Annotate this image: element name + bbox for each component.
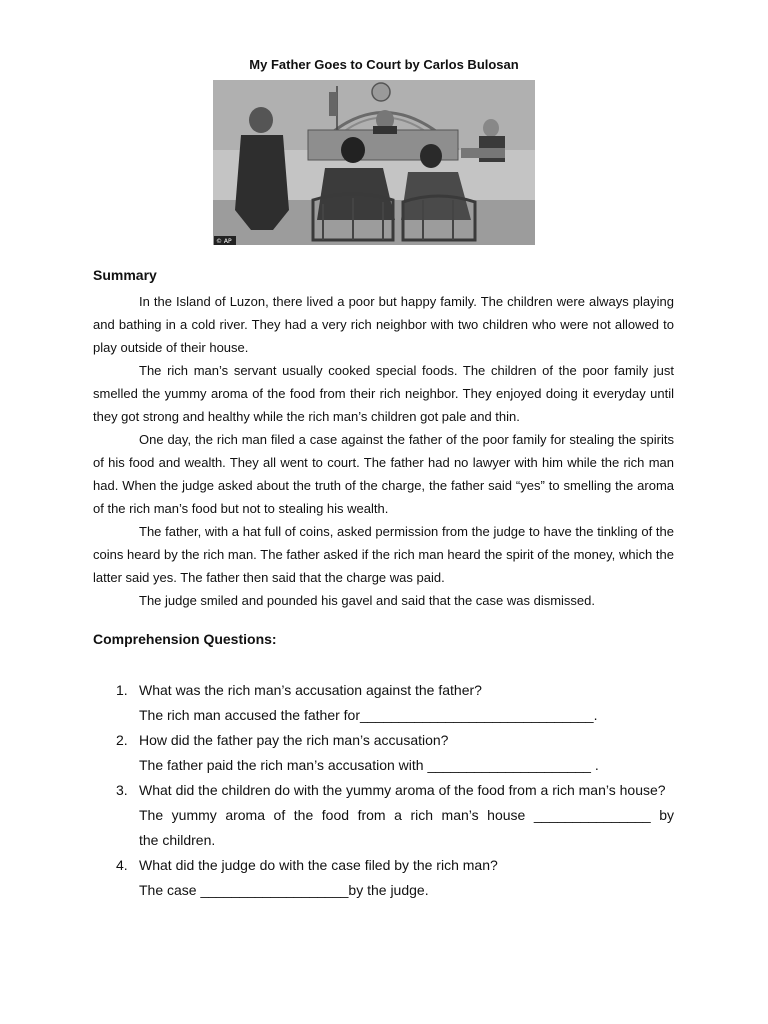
answer-blank[interactable]: The case ___________________by the judge. xyxy=(139,882,429,898)
question-number: 2. xyxy=(116,732,128,748)
question-text: How did the father pay the rich man’s accusation? xyxy=(139,732,449,748)
questions-list xyxy=(93,678,674,903)
courtroom-illustration xyxy=(213,80,535,245)
answer-blank[interactable]: The rich man accused the father for______________________________. xyxy=(139,707,598,723)
question-item xyxy=(93,678,674,728)
question-item xyxy=(93,728,674,778)
question-number: 1. xyxy=(116,682,128,698)
answer-blank[interactable]: The yummy aroma of the food from a rich man’s house _______________ by xyxy=(139,807,674,823)
summary-paragraph: The father, with a hat full of coins, asked permission from the judge to have the tinkling of the coins heard by the rich man. The father asked if the rich man heard the spirit of the money, which the latter said yes. The father then said that the charge was paid. xyxy=(93,524,674,585)
question-number: 4. xyxy=(116,857,128,873)
summary-paragraph: In the Island of Luzon, there lived a poor but happy family. The children were always playing and bathing in a cold river. They had a very rich neighbor with two children who were not allowed to play outside of their house. xyxy=(93,294,674,355)
summary-text xyxy=(93,290,674,612)
question-item xyxy=(93,778,674,853)
question-text: What did the children do with the yummy aroma of the food from a rich man’s house? xyxy=(139,782,666,798)
answer-blank[interactable]: The father paid the rich man’s accusation with _____________________ . xyxy=(139,757,599,773)
questions-heading: Comprehension Questions: xyxy=(93,631,277,647)
question-text: What did the judge do with the case filed by the rich man? xyxy=(139,857,498,873)
question-item xyxy=(93,853,674,903)
answer-continuation: the children. xyxy=(139,832,216,848)
image-credit: © AP xyxy=(216,238,232,245)
question-text: What was the rich man’s accusation against the father? xyxy=(139,682,482,698)
summary-paragraph: The rich man’s servant usually cooked special foods. The children of the poor family just smelled the yummy aroma of the food from their rich neighbor. They enjoyed doing it everyday until they got strong and healthy while the rich man’s children got pale and thin. xyxy=(93,363,674,424)
question-number: 3. xyxy=(116,782,128,798)
summary-heading: Summary xyxy=(93,267,157,283)
document-title: My Father Goes to Court by Carlos Bulosan xyxy=(249,57,519,72)
summary-paragraph: One day, the rich man filed a case against the father of the poor family for stealing the spirits of his food and wealth. They all went to court. The father had no lawyer with him while the rich man had. When the judge asked about the truth of the charge, the father said “yes” to smelling the aroma of the rich man’s food but not to stealing his wealth. xyxy=(93,432,674,516)
summary-paragraph: The judge smiled and pounded his gavel and said that the case was dismissed. xyxy=(139,593,596,608)
